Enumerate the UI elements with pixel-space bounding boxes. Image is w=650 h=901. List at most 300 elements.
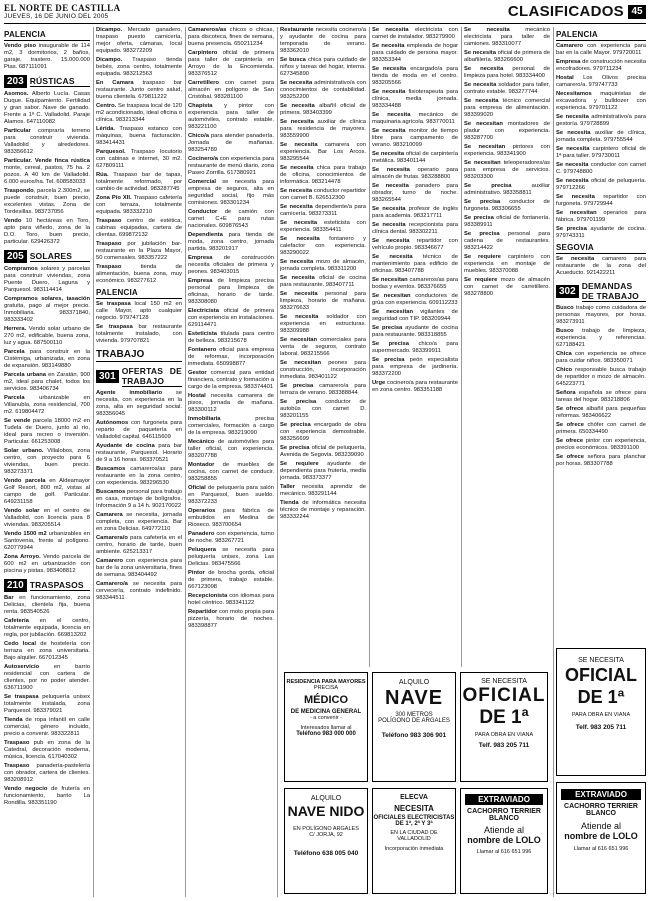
classified-ad: [4, 91, 90, 126]
classified-ad: [280, 236, 366, 257]
classified-ad: [4, 448, 90, 476]
classified-ad: [372, 254, 458, 275]
classified-ad: [556, 226, 646, 240]
ad-box-nave-nido: ALQUILO NAVE NIDO EN POLÍGONO ARGALES C/ JORJA, 92 Teléfono 638 005 040: [284, 788, 368, 894]
ad-text: Villalobos, zona centro, con proyecto para 6 viviendas, buen precio. 983273371: [4, 448, 90, 475]
ad-text: de muebles de cocina, con carnet de conducir. 983258855: [188, 462, 274, 482]
classified-ad: [280, 337, 366, 358]
publication-name: EL NORTE DE CASTILLA: [4, 3, 121, 13]
ad-text: con experiencia se ofrece para cuidar niños. 983350071: [556, 351, 646, 364]
ad-text: mecánico electricista para taller de camiones. 983310077: [464, 27, 550, 47]
ad-text: parcela 18000 m2 en Tudela de Duero, junto al río, ideal para recreo o inversión. Particular. 661253008: [4, 418, 90, 445]
ad-lead: Se necesita: [372, 222, 406, 228]
ad-text: encargado de obra con experiencia demostrable. 983256699: [280, 422, 366, 442]
ad-text: técnico de mantenimiento para edificio de oficinas. 983407788: [372, 254, 458, 274]
ad-lead: Se necesita: [372, 206, 406, 212]
ad-lead: Vendo solar: [4, 508, 40, 514]
ad-lead: Se necesita: [280, 259, 314, 265]
ad-lead: Se necesita: [280, 142, 318, 148]
ad-lead: Se precisa: [372, 357, 405, 363]
classified-ad: [372, 206, 458, 220]
ad-text: inaugurable de 114 m2, 3 dormitorios, 2 baños, garaje, trastero. 15.000.000 Ptas. 687111091: [4, 43, 90, 70]
ad-text: Vendo solar urbano de 270 m2, edificable, buena zona, luz y agua. 687500110: [4, 326, 90, 346]
ad-text: para fábrica de embutidos en Medina de Rioseco. 983700654: [188, 508, 274, 528]
ad-text: se necesita, jornada completa, con experiencia. Bar en zona Delicias. 649772110: [96, 512, 182, 532]
ad-text: en barrio residencial con cartera de clientes, por no poder atender. 636711900: [4, 664, 90, 691]
ad-lead: Traspondo: [4, 188, 34, 194]
ad-text: de construcción necesita oficiales de primera y peones. 983403015: [188, 255, 274, 275]
ad-lead: Busco: [556, 305, 574, 311]
classified-ad: [280, 360, 366, 381]
ad-text: camareros/as para bodas y eventos. 983376655: [372, 277, 458, 290]
category-title: DEMANDAS DE TRABAJO: [582, 281, 646, 302]
ad-lead: Señora: [556, 390, 576, 396]
classified-ad: [4, 641, 90, 662]
ad-lead: Camarero/a: [96, 581, 128, 587]
ad-text: peones para construcción, incorporación inmediata. 983401122: [280, 360, 366, 380]
ad-lead: En Camara: [96, 80, 134, 86]
ad-lead: Necesitamos: [556, 91, 592, 97]
classified-ad: [96, 172, 182, 193]
ad-lead: Tienda: [4, 717, 23, 723]
ad-lead: Oficial: [188, 485, 206, 491]
ad-lead: Se necesita: [464, 82, 497, 88]
ad-text: precisa comerciales, formación a cargo de la empresa. 983219090: [188, 416, 274, 436]
ad-text: por jubilación bar-restaurante en la Plaza Mayor, 50 comensales. 983357222: [96, 241, 182, 261]
ad-text: Traspaso estanco con máquinas, buena facturación. 983414431: [96, 126, 182, 146]
classified-ad: [464, 199, 550, 213]
ad-lead: Comercial: [188, 179, 217, 185]
ad-text: conductor de furgoneta. 983306655: [464, 199, 550, 212]
ad-lead: Se precisa: [280, 422, 311, 428]
classified-ad: [464, 144, 550, 158]
ad-text: panadero para obrador, turno de noche. 983265544: [372, 183, 458, 203]
classified-ad: [464, 254, 550, 275]
ad-lead: Se necesita: [372, 27, 409, 33]
ad-text: Traspaso cafetería con terraza, totalmente equipada. 983332210: [96, 195, 182, 215]
ad-lead: Compramos: [4, 266, 38, 272]
ad-lead: Se traspasa: [4, 694, 39, 700]
classified-ad: [372, 112, 458, 126]
classified-ad: [188, 103, 274, 131]
ad-text: encargado/a para tienda de moda en el centro. 983205566: [372, 66, 458, 86]
ad-lead: Se precisa: [280, 383, 314, 389]
ad-box-extraviado: EXTRAVIADO CACHORRO TERRIER BLANCO Atiende al nombre de LOLO Llamar al 616 651 996: [460, 788, 548, 894]
classified-ad: [372, 183, 458, 204]
classified-ad: [188, 570, 274, 591]
ad-lead: Se necesitan: [280, 360, 322, 366]
classified-ad: [280, 291, 366, 312]
ad-text: Traspaso tienda bebés, zona centro, totalmente equipada. 983212563: [96, 57, 182, 77]
classified-ad: [556, 178, 646, 192]
ad-lead: Se requiere: [464, 277, 498, 283]
classified-ad: [556, 256, 646, 277]
category-number: 301: [96, 370, 119, 383]
ad-text: necesita cocinero/a y ayudante de cocina para temporada de verano. 983362010: [280, 27, 366, 54]
classified-ad: [188, 462, 274, 483]
ad-text: chico/a para supermercado. 983399911: [372, 341, 458, 354]
ad-text: conductores de grúa con experiencia. 609112233: [372, 293, 458, 306]
ad-lead: Vendo negocio: [4, 786, 48, 792]
ad-lead: Cedo local: [4, 641, 36, 647]
ad-text: personal para trabajo en casa, montaje de bolígrafos. Información 9 a 14 h. 902170022: [96, 489, 182, 509]
ad-lead: Se necesita: [372, 128, 406, 134]
classified-ad: [464, 183, 550, 197]
ad-text: monte, cereal, pastos, 75 ha. 2 pozos. A 40 km de Valladolid. 6.000 euros/ha. Tel. 608583033: [4, 165, 90, 185]
ad-lead: Se necesitan: [556, 210, 597, 216]
classified-ad: [96, 103, 182, 124]
ad-lead: Solar urbano.: [4, 448, 44, 454]
classified-ad: [556, 438, 646, 452]
column-1: [4, 27, 90, 897]
ad-text: con moto propia para pizzería, horario de noches. 983398877: [188, 609, 274, 629]
ad-text: mozo de almacén con carnet de carretillero. 983278800: [464, 277, 550, 297]
classified-ad: [188, 331, 274, 345]
category-number: 205: [4, 250, 27, 263]
ad-lead: Vendo piso: [4, 43, 36, 49]
classified-ad: [188, 133, 274, 154]
ad-lead: Empresa: [188, 255, 213, 261]
ad-text: de automóviles para taller oficial, con experiencia. 983207788: [188, 439, 274, 459]
ad-lead: Tienda: [280, 500, 299, 506]
ad-lead: Dicampo.: [96, 27, 123, 33]
category-number: 302: [556, 285, 579, 298]
classified-ad: [280, 399, 366, 420]
ad-lead: Chico/a: [188, 133, 209, 139]
category-number: 203: [4, 75, 27, 88]
ad-lead: Se necesita: [556, 194, 595, 200]
ad-lead: Chico: [556, 367, 573, 373]
ad-text: fisioterapeuta para clínica, media jornada. 983334488: [372, 89, 458, 109]
classified-ad: [4, 740, 90, 761]
ad-lead: Se necesita: [556, 114, 589, 120]
classified-ad: [188, 209, 274, 230]
classified-ad: [96, 390, 182, 418]
ad-text: Traspaso locutorio con cabinas e internet, 30 m2. 627809111: [96, 149, 182, 169]
classified-ad: [96, 558, 182, 579]
ad-lead: Se necesita: [372, 151, 405, 157]
ad-lead: Mecánico: [188, 439, 215, 445]
ad-text: trabajo como cuidadora de personas mayores, por horas. 983273911: [556, 305, 646, 325]
classified-ad: [96, 512, 182, 533]
ad-text: gratuita, pago al mejor precio. Inmobiliaria. 983371840, 983333402: [4, 303, 90, 323]
classified-ad: [96, 195, 182, 216]
ad-text: operario para almacén de frutas. 983288800: [372, 167, 458, 180]
classified-ad: [464, 82, 550, 96]
ad-text: con furgoneta para reparto de paquetería en Valladolid capital. 646115609: [96, 420, 182, 440]
ad-box-right-1: SE NECESITA OFICIAL DE 1ª PARA OBRA EN VIANA Telf. 983 205 711: [556, 648, 646, 776]
ad-text: con experiencia para bar de la zona universitaria, fines de semana. 983404492: [96, 558, 182, 578]
ad-text: conductor de autobús con carnet D. 983201155: [280, 399, 366, 419]
ad-text: mozo de almacén, jornada completa. 983311200: [280, 259, 366, 272]
ad-lead: Buscamos: [96, 466, 126, 472]
classified-ad: [4, 508, 90, 529]
ad-lead: Traspaso: [96, 241, 122, 247]
classified-ad: [96, 466, 182, 487]
ad-lead: Vendo 1500 m2: [4, 531, 47, 537]
classified-ad: [372, 309, 458, 323]
ad-text: para construir en la Cistérniga, urbanizada, en zona de expansión. 983149880: [4, 349, 90, 369]
ad-text: señora para planchar por horas. 983307788: [556, 454, 646, 467]
classified-ad: [372, 380, 458, 394]
ad-text: montadores de pladur con experiencia. 983287700: [464, 121, 550, 141]
classified-ad: [464, 27, 550, 48]
category-title: TRASPASOS: [30, 580, 90, 591]
classified-ad: [4, 418, 90, 446]
ad-text: oficial de primera de albañilería. 983266600: [464, 50, 550, 63]
ad-text: camarera con experiencia. Bar Los Arcos. 983295544: [280, 142, 366, 162]
ad-lead: Traspaso: [96, 218, 122, 224]
classified-ad: [280, 314, 366, 335]
ad-lead: Se ofrece: [556, 438, 584, 444]
classified-ad: [556, 114, 646, 128]
ad-text: de ropa infantil en calle comercial, género incluido, precio a convenir. 983322811: [4, 717, 90, 737]
classified-ad: [188, 508, 274, 529]
ad-lead: Se precisa: [464, 183, 512, 189]
ad-lead: Dicampo.: [96, 57, 123, 63]
ad-lead: Se traspasa: [96, 301, 131, 307]
classified-ad: [556, 91, 646, 112]
ad-text: personal para limpieza, horario de mañana. 983276633: [280, 291, 366, 311]
ad-text: con experiencia, turno de noche. 983267721: [188, 531, 274, 544]
ad-text: titulada para centro de belleza. 983215678: [188, 331, 274, 344]
ad-lead: Chica: [556, 351, 572, 357]
classified-ad: [188, 393, 274, 414]
ad-text: Mercado ganadero, traspaso puesto carnicería, mejor oferta, cámaras, local equipado. 983272209: [96, 27, 182, 54]
classified-ad: [280, 165, 366, 186]
ad-lead: Hostal: [556, 75, 574, 81]
ad-lead: Se necesita: [280, 165, 314, 171]
column-2: [96, 27, 182, 897]
classified-ad: [188, 179, 274, 207]
ad-lead: Se necesitan: [372, 309, 414, 315]
ad-lead: Cafetería: [4, 618, 29, 624]
ad-text: pintores con experiencia. 983341900: [464, 144, 550, 157]
section-heading-large: TRABAJO: [96, 349, 182, 362]
classified-ad: [4, 372, 90, 393]
ad-text: albañil oficial de primera. 983403399: [280, 103, 366, 116]
classified-ad: [280, 220, 366, 234]
ad-lead: Empresa: [556, 59, 581, 65]
classified-ad: [372, 43, 458, 64]
classified-ad: [96, 489, 182, 510]
classified-ad: [188, 156, 274, 177]
classified-ad: [372, 222, 458, 236]
classified-ad: [96, 324, 182, 345]
classified-ad: [556, 328, 646, 349]
ad-text: chicos o chicas, para discoteca, fines de semana, buena presencia. 650211234: [188, 27, 274, 47]
classified-ad: [464, 50, 550, 64]
classified-ad: [556, 59, 646, 73]
ad-text: personal para cadena de restaurantes. 983214422: [464, 231, 550, 251]
classified-ad: [280, 445, 366, 459]
category-title: OFERTAS DE TRABAJO: [121, 366, 182, 386]
classified-ad: [188, 547, 274, 568]
ad-lead: Se requiere: [280, 461, 319, 467]
category-heading: [556, 281, 646, 302]
ad-text: conductor repartidor con carnet B. 626512300: [280, 188, 366, 201]
ad-text: Traspaso bar de tapas, totalmente reformado, por cambio de actividad. 983287745: [96, 172, 182, 192]
ad-lead: Se necesita: [464, 50, 496, 56]
ad-lead: Pintor: [188, 570, 205, 576]
classified-ad: [188, 416, 274, 437]
classified-ad: [372, 238, 458, 252]
ad-text: carpintero oficial de 1ª para taller. 979730011: [556, 146, 646, 159]
ad-lead: Se necesita: [556, 256, 595, 262]
classified-ad: [188, 80, 274, 101]
classified-ad: [280, 188, 366, 202]
ad-lead: Autoservicio: [4, 664, 40, 670]
ad-text: 10 hectáreas en Toro, apto para viñedo, zona de la D.O. Toro, buen precio, particular. 629426372: [4, 218, 90, 245]
ad-text: operarios para fábrica. 979701199: [556, 210, 646, 223]
classified-ad: [372, 167, 458, 181]
ad-text: oficial de primera para taller de carpintería en Arroyo de la Encomienda. 983376512: [188, 50, 274, 77]
classified-ad: [188, 609, 274, 630]
classified-ad: [96, 241, 182, 262]
classified-ad: [464, 98, 550, 119]
ad-lead: Camarero: [96, 558, 124, 564]
ad-text: Vendo parcela de 600 m2 en urbanización con piscina y pistas. 983408812: [4, 554, 90, 574]
classified-ad: [556, 43, 646, 57]
ad-box-right-2: EXTRAVIADO CACHORRO TERRIER BLANCO Atiende al nombre de LOLO Llamar al 616 651 996: [556, 782, 646, 894]
ad-text: Alberto Lucía. Casas Duque. Equipamiento. Fertilidad y gran sabor. Nave de ganado. Frente a 1ª C. Valladolid. Paraje Alamos. 647110082: [4, 91, 90, 125]
ad-text: ayudante de cocina para restaurante. 983318855: [372, 325, 458, 338]
ad-text: se necesita para cervecería, contrato indefinido. 983344511: [96, 581, 182, 601]
classified-ad: [4, 296, 90, 324]
classified-ad: [4, 478, 90, 506]
ad-lead: Ayudante de cocina: [96, 443, 155, 449]
classified-ad: [280, 57, 366, 78]
classified-ad: [4, 266, 90, 294]
ad-lead: Se necesitan: [280, 337, 318, 343]
ad-text: solares y parcelas para construir viviendas, zona Puente Duero, Laguna y Parquesol. 983114414: [4, 266, 90, 293]
ad-text: vigilantes de seguridad con TIP. 983209944: [372, 309, 458, 322]
classified-ad: [280, 383, 366, 397]
classified-ad: [556, 351, 646, 365]
classified-ad: [464, 215, 550, 229]
section-heading: PALENCIA: [556, 30, 646, 41]
ad-lead: Se precisa: [464, 199, 501, 205]
ad-text: camarero para restaurante de la zona del Acueducto. 921422211: [556, 256, 646, 276]
classified-ad: [96, 218, 182, 239]
ad-text: dependiente/a para carnicería. 983273311: [280, 204, 366, 217]
classified-ad: [464, 277, 550, 298]
ad-text: oficial de peluquería, Avenida de Segovia. 983239090: [280, 445, 366, 458]
ad-text: con carnet para almacén en polígono de San Cristóbal. 983281100: [188, 80, 274, 100]
ad-text: en el centro de Valladolid, con licencia para 8 viviendas. 983205514: [4, 508, 90, 528]
ad-lead: Particular. Vende finca rústica: [4, 158, 90, 164]
ad-lead: Se precisa: [372, 341, 409, 347]
ad-lead: Se necesita: [556, 130, 591, 136]
ad-lead: Asomos.: [4, 91, 29, 97]
ad-lead: Empresa: [188, 278, 213, 284]
ad-text: monitor de tiempo libre para campamento de verano. 983210099: [372, 128, 458, 148]
page-header: [4, 2, 646, 24]
ad-text: carpintero con experiencia en montaje de muebles. 983370088: [464, 254, 550, 274]
classified-ad: [188, 308, 274, 329]
classified-ad: [464, 66, 550, 80]
column-3: [188, 27, 274, 897]
ad-text: de frutería en funcionamiento, barrio La Rondilla. 983351190: [4, 786, 90, 806]
classified-ad: [4, 128, 90, 156]
classified-ad: [96, 80, 182, 101]
classified-ad: [556, 406, 646, 420]
ad-text: chica para trabajo de oficina, conocimientos de informática. 983214478: [280, 165, 366, 185]
classified-ad: [4, 763, 90, 784]
ad-text: administrativo/a con conocimientos de contabilidad. 983252200: [280, 80, 366, 100]
classified-ad: [556, 390, 646, 404]
classified-ad: [188, 232, 274, 253]
ad-lead: Agente inmobiliario: [96, 390, 163, 396]
ad-box-medico: RESIDENCIA PARA MAYORES PRECISA MÉDICO DE MEDICINA GENERAL - a convenir - Interesados llamar al Teléfono 983 000 000: [284, 672, 368, 782]
ad-lead: Se necesitan: [372, 277, 408, 283]
ad-text: urbanizables en Santovenia, frente al polígono. 620779944: [4, 531, 90, 551]
ad-text: de informática necesita técnico de montaje y reparación. 983332244: [280, 500, 366, 520]
section-heading: PALENCIA: [4, 30, 90, 41]
classified-ad: [280, 80, 366, 101]
classified-ad: [4, 531, 90, 552]
ad-lead: Inmobiliaria: [188, 416, 221, 422]
classified-ad: [4, 595, 90, 616]
ad-text: fontanero y calefactor con experiencia. 983290022: [280, 236, 366, 256]
ad-lead: Se necesita: [372, 238, 410, 244]
ad-text: camareros/as para restaurante en la zona centro, con experiencia. 983296530: [96, 466, 182, 486]
ad-lead: Recepcionista: [188, 593, 228, 599]
ad-text: oficial para empresa de reformas, incorporación inmediata. 650998877: [188, 347, 274, 367]
ad-lead: Particular: [4, 128, 31, 134]
ad-lead: Carretillero: [188, 80, 219, 86]
ad-lead: Se necesita: [280, 188, 313, 194]
ad-lead: Dependienta: [188, 232, 223, 238]
section-title: CLASIFICADOS: [507, 3, 624, 20]
classified-ad: [4, 694, 90, 715]
classified-ad: [4, 326, 90, 347]
publication-date: JUEVES, 16 DE JUNIO DEL 2005: [4, 13, 109, 20]
column-6: [464, 27, 550, 667]
ad-text: ayudante de dependienta para frutería, media jornada. 983373377: [280, 461, 366, 481]
ad-lead: Centro.: [96, 103, 117, 109]
classified-ad: [556, 194, 646, 208]
ad-text: con experiencia para bar en la calle Mayor. 979720011: [556, 43, 646, 56]
ad-lead: Se necesitan: [464, 160, 501, 166]
ad-text: centro de estética, cabinas equipadas, cartera de clientas. 699872132: [96, 218, 182, 238]
classified-ad: [280, 103, 366, 117]
ad-text: de peluquería para salón en Parquesol, buen sueldo. 983372233: [188, 485, 274, 505]
classified-ad: [188, 347, 274, 368]
ad-lead: Esteticista: [188, 331, 217, 337]
ad-lead: Peluquera: [188, 547, 217, 553]
section-heading: SEGOVIA: [556, 243, 646, 254]
classified-ad: [372, 66, 458, 87]
ad-text: oficial de peluquería. 979712266: [556, 178, 646, 191]
ad-lead: Se ofrece: [556, 406, 584, 412]
ad-text: chica para cuidado de niños y tareas del hogar, interna. 627345890: [280, 57, 366, 77]
ad-text: chófer con carnet de primera. 650334490: [556, 422, 646, 435]
classified-ad: [96, 535, 182, 556]
classified-ad: [4, 554, 90, 575]
ad-text: repartidor con vehículo propio. 983346677: [372, 238, 458, 251]
ad-lead: Se necesita: [372, 89, 406, 95]
ad-text: responsable busca trabajo de repartidor o mozo de almacén. 645223771: [556, 367, 646, 387]
classified-ad: [188, 370, 274, 391]
ad-lead: Traspaso: [4, 740, 30, 746]
ad-lead: Se necesita: [464, 66, 504, 72]
ad-text: oficial de fontanería. 983389911: [464, 215, 550, 228]
ad-lead: Panadero: [188, 531, 215, 537]
ad-lead: Se traspasa: [96, 324, 133, 330]
ad-text: se necesita para empresa de seguros, alta en seguridad social, fijo más comisiones. 983301234: [188, 179, 274, 206]
ad-text: con experiencia para restaurante de menú diario, zona Paseo Zorrilla. 617380921: [188, 156, 274, 176]
